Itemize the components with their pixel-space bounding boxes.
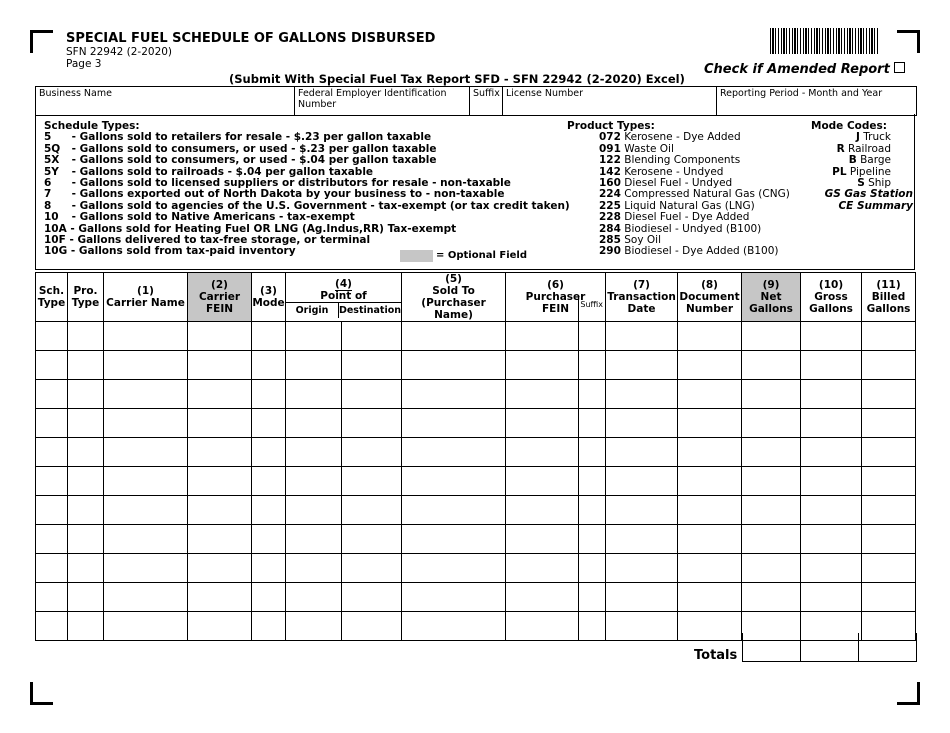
destination-cell[interactable]	[342, 612, 402, 641]
gross-gallons-cell[interactable]	[801, 322, 862, 351]
amended-label: Check if Amended Report	[704, 62, 890, 77]
col-document-number: (8) Document Number	[678, 273, 742, 322]
table-row	[36, 322, 916, 351]
suffix-field[interactable]	[469, 87, 502, 115]
schedule-item: 10A - Gallons sold for Heating Fuel OR LNG (Ag.Indus,RR) Tax-exempt	[44, 222, 457, 235]
schedule-item: 5Q - Gallons sold to consumers, or used - $.23 per gallon taxable	[44, 142, 437, 155]
pro-type-cell[interactable]	[68, 525, 104, 554]
col-net-gallons: (9) Net Gallons	[742, 273, 801, 322]
total-billed-gallons-input[interactable]	[858, 633, 916, 661]
page-number: Page 3	[66, 58, 102, 70]
form-title: SPECIAL FUEL SCHEDULE OF GALLONS DISBURSED	[66, 31, 436, 46]
carrier-fein-cell[interactable]	[188, 525, 252, 554]
gross-gallons-cell[interactable]	[801, 438, 862, 467]
business-info-row	[35, 86, 917, 116]
schedule-item: 8 - Gallons sold to agencies of the U.S. Government - tax-exempt (or tax credit taken)	[44, 199, 570, 212]
table-row	[36, 467, 916, 496]
col-sold-to: (5) Sold To (Purchaser Name)	[402, 273, 506, 322]
table-row	[36, 525, 916, 554]
origin-cell[interactable]	[286, 409, 342, 438]
carrier-fein-cell[interactable]	[188, 554, 252, 583]
col-transaction-date: (7) Transaction Date	[606, 273, 678, 322]
col-destination: Destination	[338, 303, 401, 318]
transaction-date-cell[interactable]	[606, 525, 678, 554]
origin-cell[interactable]	[286, 496, 342, 525]
billed-gallons-cell[interactable]	[862, 438, 916, 467]
purchaser-fein-cell[interactable]	[506, 554, 606, 583]
billed-gallons-cell[interactable]	[862, 322, 916, 351]
gross-gallons-cell[interactable]	[801, 554, 862, 583]
net-gallons-cell[interactable]	[742, 554, 801, 583]
destination-cell[interactable]	[342, 496, 402, 525]
mode-cell[interactable]	[252, 409, 286, 438]
col-product-type: Pro. Type	[68, 273, 104, 322]
col-purchaser-fein: (6) Purchaser FEIN Suffix	[506, 273, 606, 322]
purchaser-fein-cell[interactable]	[506, 525, 606, 554]
billed-gallons-cell[interactable]	[862, 351, 916, 380]
pro-type-cell[interactable]	[68, 467, 104, 496]
carrier-fein-cell[interactable]	[188, 380, 252, 409]
table-row	[36, 380, 916, 409]
billed-gallons-cell[interactable]	[862, 525, 916, 554]
corner-mark-top-right	[897, 30, 920, 53]
transaction-date-cell[interactable]	[606, 583, 678, 612]
sch-type-cell[interactable]	[36, 380, 68, 409]
form-number: SFN 22942 (2-2020)	[66, 46, 173, 58]
sold-to-cell[interactable]	[402, 351, 506, 380]
mode-codes-heading: Mode Codes:	[811, 120, 887, 132]
mode-cell[interactable]	[252, 612, 286, 641]
document-number-cell[interactable]	[678, 612, 742, 641]
carrier-name-cell[interactable]	[104, 322, 188, 351]
product-item: 072 Kerosene - Dye Added	[599, 131, 741, 144]
mode-cell[interactable]	[252, 496, 286, 525]
product-item: 290 Biodiesel - Dye Added (B100)	[599, 245, 779, 258]
transaction-date-cell[interactable]	[606, 467, 678, 496]
mode-item-gas-station: GS Gas Station	[824, 188, 913, 201]
document-number-cell[interactable]	[678, 496, 742, 525]
mode-cell[interactable]	[252, 380, 286, 409]
purchaser-fein-cell[interactable]	[506, 612, 606, 641]
transaction-date-cell[interactable]	[606, 612, 678, 641]
carrier-name-cell[interactable]	[104, 554, 188, 583]
sch-type-cell[interactable]	[36, 583, 68, 612]
document-number-cell[interactable]	[678, 554, 742, 583]
product-item: 228 Diesel Fuel - Dye Added	[599, 211, 750, 224]
gross-gallons-cell[interactable]	[801, 525, 862, 554]
net-gallons-cell[interactable]	[742, 380, 801, 409]
schedule-item: 10G - Gallons sold from tax-paid inventory	[44, 245, 296, 258]
pro-type-cell[interactable]	[68, 380, 104, 409]
net-gallons-cell[interactable]	[742, 467, 801, 496]
mode-item: B Barge	[848, 154, 891, 167]
mode-item: J Truck	[856, 131, 891, 144]
total-net-gallons-input[interactable]	[743, 633, 800, 661]
total-gross-gallons-input[interactable]	[800, 633, 858, 661]
origin-cell[interactable]	[286, 467, 342, 496]
mode-cell[interactable]	[252, 438, 286, 467]
sold-to-cell[interactable]	[402, 467, 506, 496]
net-gallons-cell[interactable]	[742, 496, 801, 525]
optional-field-label: = Optional Field	[436, 250, 528, 261]
destination-cell[interactable]	[342, 583, 402, 612]
sold-to-cell[interactable]	[402, 612, 506, 641]
destination-cell[interactable]	[342, 525, 402, 554]
carrier-fein-cell[interactable]	[188, 409, 252, 438]
reporting-period-label: Reporting Period - Month and Year	[720, 88, 883, 99]
gross-gallons-cell[interactable]	[801, 496, 862, 525]
transaction-date-cell[interactable]	[606, 351, 678, 380]
sold-to-cell[interactable]	[402, 525, 506, 554]
sch-type-cell[interactable]	[36, 554, 68, 583]
fein-label: Federal Employer Identification Number	[298, 88, 447, 110]
transaction-date-cell[interactable]	[606, 554, 678, 583]
net-gallons-cell[interactable]	[742, 438, 801, 467]
disbursement-table	[35, 272, 916, 641]
billed-gallons-cell[interactable]	[862, 467, 916, 496]
schedule-item: 10 - Gallons sold to Native Americans - tax-exempt	[44, 211, 355, 224]
pro-type-cell[interactable]	[68, 322, 104, 351]
origin-cell[interactable]	[286, 380, 342, 409]
carrier-fein-cell[interactable]	[188, 351, 252, 380]
corner-mark-top-left	[30, 30, 53, 53]
col-carrier-name: (1) Carrier Name	[104, 273, 188, 322]
gross-gallons-cell[interactable]	[801, 351, 862, 380]
mode-cell[interactable]	[252, 554, 286, 583]
sold-to-cell[interactable]	[402, 380, 506, 409]
document-number-cell[interactable]	[678, 380, 742, 409]
destination-cell[interactable]	[342, 554, 402, 583]
purchaser-fein-cell[interactable]	[506, 467, 606, 496]
sold-to-cell[interactable]	[402, 496, 506, 525]
mode-item: S Ship	[857, 177, 891, 190]
destination-cell[interactable]	[342, 409, 402, 438]
optional-field-swatch	[400, 250, 433, 262]
gross-gallons-cell[interactable]	[801, 583, 862, 612]
business-name-label: Business Name	[39, 88, 112, 99]
col-point-of: (4) Point of Origin Destination	[286, 273, 402, 322]
license-label: License Number	[506, 88, 583, 99]
pro-type-cell[interactable]	[68, 583, 104, 612]
gross-gallons-cell[interactable]	[801, 467, 862, 496]
mode-cell[interactable]	[252, 351, 286, 380]
net-gallons-cell[interactable]	[742, 322, 801, 351]
carrier-name-cell[interactable]	[104, 612, 188, 641]
purchaser-fein-cell[interactable]	[506, 583, 606, 612]
sch-type-cell[interactable]	[36, 612, 68, 641]
product-item: 160 Diesel Fuel - Undyed	[599, 177, 733, 190]
mode-cell[interactable]	[252, 467, 286, 496]
amended-report-checkbox[interactable]	[704, 62, 905, 77]
reporting-period-field[interactable]	[716, 87, 916, 115]
product-item: 142 Kerosene - Undyed	[599, 165, 724, 178]
pro-type-cell[interactable]	[68, 438, 104, 467]
transaction-date-cell[interactable]	[606, 322, 678, 351]
transaction-date-cell[interactable]	[606, 496, 678, 525]
product-item: 284 Biodiesel - Undyed (B100)	[599, 222, 762, 235]
sold-to-cell[interactable]	[402, 322, 506, 351]
origin-cell[interactable]	[286, 554, 342, 583]
document-number-cell[interactable]	[678, 438, 742, 467]
gross-gallons-cell[interactable]	[801, 409, 862, 438]
sch-type-cell[interactable]	[36, 496, 68, 525]
carrier-name-cell[interactable]	[104, 496, 188, 525]
transaction-date-cell[interactable]	[606, 380, 678, 409]
col-mode: (3) Mode	[252, 273, 286, 322]
carrier-name-cell[interactable]	[104, 525, 188, 554]
document-number-cell[interactable]	[678, 322, 742, 351]
carrier-name-cell[interactable]	[104, 380, 188, 409]
sch-type-cell[interactable]	[36, 409, 68, 438]
destination-cell[interactable]	[342, 351, 402, 380]
sch-type-cell[interactable]	[36, 525, 68, 554]
col-origin: Origin	[295, 304, 329, 316]
sch-type-cell[interactable]	[36, 467, 68, 496]
col-suffix-label: Suffix	[580, 300, 604, 309]
col-schedule-type: Sch. Type	[36, 273, 68, 322]
schedule-item: 7 - Gallons exported out of North Dakota by your business to - non-taxable	[44, 188, 505, 201]
suffix-label: Suffix	[473, 88, 500, 99]
sold-to-cell[interactable]	[402, 554, 506, 583]
table-row	[36, 351, 916, 380]
purchaser-fein-cell[interactable]	[506, 380, 606, 409]
sch-type-cell[interactable]	[36, 351, 68, 380]
document-number-cell[interactable]	[678, 467, 742, 496]
document-number-cell[interactable]	[678, 525, 742, 554]
mode-item: PL Pipeline	[832, 165, 891, 178]
net-gallons-cell[interactable]	[742, 525, 801, 554]
fein-field[interactable]	[294, 87, 469, 115]
document-number-cell[interactable]	[678, 583, 742, 612]
pro-type-cell[interactable]	[68, 612, 104, 641]
mode-item: R Railroad	[836, 142, 891, 155]
destination-cell[interactable]	[342, 322, 402, 351]
corner-mark-bottom-right	[897, 682, 920, 705]
billed-gallons-cell[interactable]	[862, 496, 916, 525]
mode-codes-legend	[805, 121, 915, 212]
product-item: 122 Blending Components	[599, 154, 741, 167]
transaction-date-cell[interactable]	[606, 409, 678, 438]
carrier-fein-cell[interactable]	[188, 496, 252, 525]
product-item: 285 Soy Oil	[599, 234, 662, 247]
business-name-field[interactable]	[36, 87, 294, 115]
col-billed-gallons: (11) Billed Gallons	[862, 273, 916, 322]
product-item: 225 Liquid Natural Gas (LNG)	[599, 199, 755, 212]
mode-item-summary: CE Summary	[838, 199, 913, 212]
col-gross-gallons: (10) Gross Gallons	[801, 273, 862, 322]
purchaser-fein-cell[interactable]	[506, 496, 606, 525]
totals-row	[742, 633, 917, 662]
document-number-cell[interactable]	[678, 351, 742, 380]
carrier-fein-cell[interactable]	[188, 438, 252, 467]
pro-type-cell[interactable]	[68, 409, 104, 438]
origin-cell[interactable]	[286, 525, 342, 554]
barcode-image	[770, 28, 878, 54]
table-row	[36, 409, 916, 438]
destination-cell[interactable]	[342, 467, 402, 496]
billed-gallons-cell[interactable]	[862, 409, 916, 438]
billed-gallons-cell[interactable]	[862, 380, 916, 409]
gross-gallons-cell[interactable]	[801, 380, 862, 409]
totals-label: Totals	[694, 648, 738, 663]
origin-cell[interactable]	[286, 351, 342, 380]
corner-mark-bottom-left	[30, 682, 53, 705]
product-item: 224 Compressed Natural Gas (CNG)	[599, 188, 790, 201]
schedule-item: 10F - Gallons delivered to tax-free storage, or terminal	[44, 234, 371, 247]
schedule-item: 6 - Gallons sold to licensed suppliers or distributors for resale - non-taxable	[44, 177, 511, 190]
product-types-heading: Product Types:	[567, 120, 655, 132]
pro-type-cell[interactable]	[68, 554, 104, 583]
col-carrier-fein: (2) Carrier FEIN	[188, 273, 252, 322]
table-row	[36, 554, 916, 583]
origin-cell[interactable]	[286, 583, 342, 612]
purchaser-fein-cell[interactable]	[506, 322, 606, 351]
carrier-fein-cell[interactable]	[188, 322, 252, 351]
pro-type-cell[interactable]	[68, 496, 104, 525]
carrier-name-cell[interactable]	[104, 409, 188, 438]
table-row	[36, 496, 916, 525]
origin-cell[interactable]	[286, 322, 342, 351]
mode-cell[interactable]	[252, 525, 286, 554]
origin-cell[interactable]	[286, 612, 342, 641]
schedule-item: 5 - Gallons sold to retailers for resale - $.23 per gallon taxable	[44, 131, 432, 144]
purchaser-fein-cell[interactable]	[506, 438, 606, 467]
mode-cell[interactable]	[252, 322, 286, 351]
sch-type-cell[interactable]	[36, 438, 68, 467]
destination-cell[interactable]	[342, 438, 402, 467]
sch-type-cell[interactable]	[36, 322, 68, 351]
carrier-name-cell[interactable]	[104, 583, 188, 612]
sold-to-cell[interactable]	[402, 583, 506, 612]
transaction-date-cell[interactable]	[606, 438, 678, 467]
destination-cell[interactable]	[342, 380, 402, 409]
submit-instructions: (Submit With Special Fuel Tax Report SFD - SFN 22942 (2-2020) Excel)	[229, 72, 685, 86]
carrier-fein-cell[interactable]	[188, 612, 252, 641]
product-item: 091 Waste Oil	[599, 142, 674, 155]
sold-to-cell[interactable]	[402, 409, 506, 438]
origin-cell[interactable]	[286, 438, 342, 467]
license-number-field[interactable]	[502, 87, 716, 115]
carrier-fein-cell[interactable]	[188, 583, 252, 612]
mode-cell[interactable]	[252, 583, 286, 612]
carrier-fein-cell[interactable]	[188, 467, 252, 496]
table-row	[36, 438, 916, 467]
product-types-legend	[567, 121, 790, 258]
billed-gallons-cell[interactable]	[862, 554, 916, 583]
document-number-cell[interactable]	[678, 409, 742, 438]
checkbox-icon[interactable]	[894, 62, 905, 73]
pro-type-cell[interactable]	[68, 351, 104, 380]
schedule-types-legend	[44, 121, 570, 258]
purchaser-fein-cell[interactable]	[506, 409, 606, 438]
schedule-types-heading: Schedule Types:	[44, 120, 140, 132]
net-gallons-cell[interactable]	[742, 409, 801, 438]
schedule-item: 5Y - Gallons sold to railroads - $.04 per gallon taxable	[44, 165, 374, 178]
carrier-name-cell[interactable]	[104, 438, 188, 467]
carrier-name-cell[interactable]	[104, 351, 188, 380]
carrier-name-cell[interactable]	[104, 467, 188, 496]
table-row	[36, 583, 916, 612]
net-gallons-cell[interactable]	[742, 583, 801, 612]
billed-gallons-cell[interactable]	[862, 583, 916, 612]
sold-to-cell[interactable]	[402, 438, 506, 467]
schedule-item: 5X - Gallons sold to consumers, or used - $.04 per gallon taxable	[44, 154, 437, 167]
net-gallons-cell[interactable]	[742, 351, 801, 380]
purchaser-fein-cell[interactable]	[506, 351, 606, 380]
